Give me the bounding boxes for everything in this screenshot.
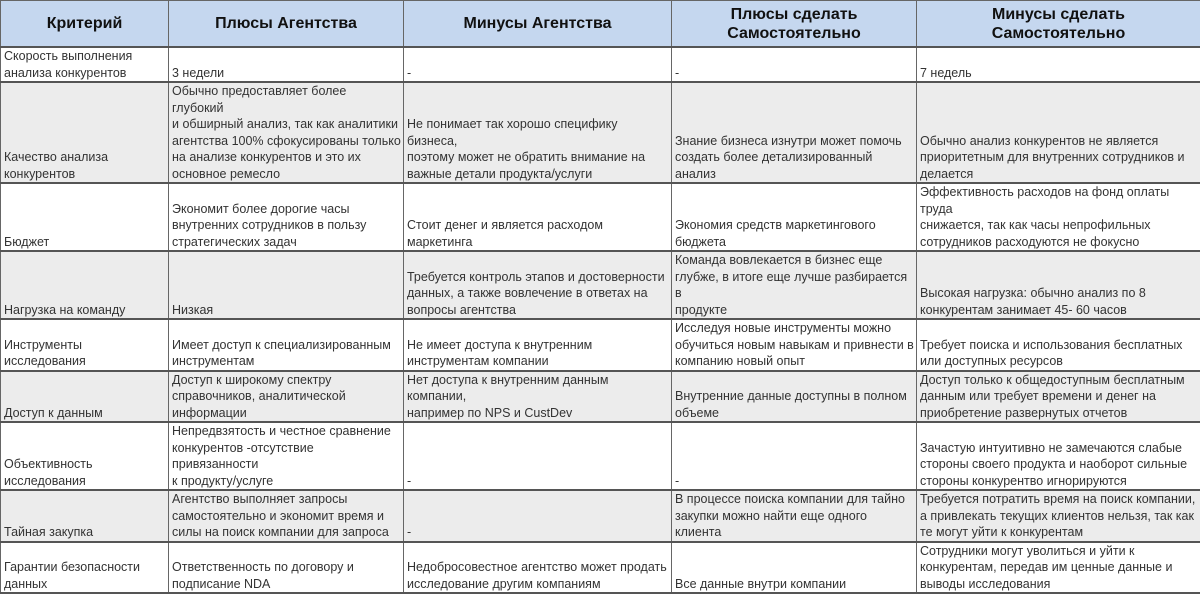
cell-agency-pros: Обычно предоставляет более глубокий и обширный анализ, так как аналитики агентства 100% сфокусированы только на анализе конкурентов и это их основное ремесло bbox=[169, 82, 404, 183]
cell-criterion: Качество анализа конкурентов bbox=[1, 82, 169, 183]
table-row bbox=[1, 82, 1200, 183]
cell-self-pros: - bbox=[672, 422, 917, 490]
cell-criterion: Инструменты исследования bbox=[1, 319, 169, 371]
cell-self-pros: - bbox=[672, 47, 917, 82]
cell-self-pros: Знание бизнеса изнутри может помочь создать более детализированный анализ bbox=[672, 82, 917, 183]
cell-agency-cons: - bbox=[404, 47, 672, 82]
cell-agency-cons: Стоит денег и является расходом маркетинга bbox=[404, 183, 672, 251]
cell-self-cons: Обычно анализ конкурентов не является приоритетным для внутренних сотрудников и делается bbox=[917, 82, 1200, 183]
cell-self-pros: В процессе поиска компании для тайно закупки можно найти еще одного клиента bbox=[672, 490, 917, 542]
header-row bbox=[1, 1, 1200, 48]
cell-criterion: Доступ к данным bbox=[1, 371, 169, 423]
table-row bbox=[1, 183, 1200, 251]
cell-criterion: Нагрузка на команду bbox=[1, 251, 169, 319]
cell-self-cons: Высокая нагрузка: обычно анализ по 8 конкурентам занимает 45- 60 часов bbox=[917, 251, 1200, 319]
cell-agency-cons: Требуется контроль этапов и достоверности данных, а также вовлечение в ответах на вопросы агентства bbox=[404, 251, 672, 319]
header-agency-cons: Минусы Агентства bbox=[404, 1, 672, 48]
table-row bbox=[1, 47, 1200, 82]
table-row bbox=[1, 542, 1200, 594]
table-row bbox=[1, 422, 1200, 490]
cell-agency-pros: Доступ к широкому спектру справочников, аналитической информации bbox=[169, 371, 404, 423]
cell-self-cons: 7 недель bbox=[917, 47, 1200, 82]
table-row bbox=[1, 371, 1200, 423]
cell-agency-pros: Непредвзятость и честное сравнение конкурентов -отсутствие привязанности к продукту/услуге bbox=[169, 422, 404, 490]
cell-criterion: Тайная закупка bbox=[1, 490, 169, 542]
cell-agency-cons: Не понимает так хорошо специфику бизнеса, поэтому может не обратить внимание на важные детали продукта/услуги bbox=[404, 82, 672, 183]
cell-self-cons: Доступ только к общедоступным бесплатным данным или требует времени и денег на приобретение развернутых отчетов bbox=[917, 371, 1200, 423]
cell-agency-cons: - bbox=[404, 490, 672, 542]
cell-self-cons: Требует поиска и использования бесплатных или доступных ресурсов bbox=[917, 319, 1200, 371]
cell-agency-cons: - bbox=[404, 422, 672, 490]
cell-criterion: Гарантии безопасности данных bbox=[1, 542, 169, 594]
header-self-cons: Минусы сделать Самостоятельно bbox=[917, 1, 1200, 48]
cell-self-cons: Сотрудники могут уволиться и уйти к конкурентам, передав им ценные данные и выводы исследования bbox=[917, 542, 1200, 594]
cell-self-pros: Команда вовлекается в бизнес еще глубже, в итоге еще лучше разбирается в продукте bbox=[672, 251, 917, 319]
cell-agency-pros: Имеет доступ к специализированным инструментам bbox=[169, 319, 404, 371]
header-criterion: Критерий bbox=[1, 1, 169, 48]
cell-self-pros: Все данные внутри компании bbox=[672, 542, 917, 594]
cell-agency-pros: Ответственность по договору и подписание NDA bbox=[169, 542, 404, 594]
cell-self-cons: Зачастую интуитивно не замечаются слабые стороны своего продукта и наоборот сильные стороны конкурентво игнорируются bbox=[917, 422, 1200, 490]
cell-self-pros: Внутренние данные доступны в полном объеме bbox=[672, 371, 917, 423]
header-agency-pros: Плюсы Агентства bbox=[169, 1, 404, 48]
cell-agency-cons: Недобросовестное агентство может продать исследование другим компаниям bbox=[404, 542, 672, 594]
cell-agency-pros: Экономит более дорогие часы внутренних сотрудников в пользу стратегических задач bbox=[169, 183, 404, 251]
cell-criterion: Скорость выполнения анализа конкурентов bbox=[1, 47, 169, 82]
cell-self-pros: Экономия средств маркетингового бюджета bbox=[672, 183, 917, 251]
cell-agency-pros: Агентство выполняет запросы самостоятельно и экономит время и силы на поиск компании для запроса bbox=[169, 490, 404, 542]
cell-self-cons: Эффективность расходов на фонд оплаты труда снижается, так как часы непрофильных сотрудников расходуются не фокусно bbox=[917, 183, 1200, 251]
cell-self-cons: Требуется потратить время на поиск компании, а привлекать текущих клиентов нельзя, так как те могут уйти к конкурентам bbox=[917, 490, 1200, 542]
table-row bbox=[1, 251, 1200, 319]
cell-agency-cons: Нет доступа к внутренним данным компании, например по NPS и CustDev bbox=[404, 371, 672, 423]
cell-agency-cons: Не имеет доступа к внутренним инструментам компании bbox=[404, 319, 672, 371]
cell-agency-pros: Низкая bbox=[169, 251, 404, 319]
table-row bbox=[1, 319, 1200, 371]
cell-criterion: Объективность исследования bbox=[1, 422, 169, 490]
header-self-pros: Плюсы сделать Самостоятельно bbox=[672, 1, 917, 48]
cell-self-pros: Исследуя новые инструменты можно обучиться новым навыкам и привнести в компанию новый опыт bbox=[672, 319, 917, 371]
table-row bbox=[1, 490, 1200, 542]
cell-agency-pros: 3 недели bbox=[169, 47, 404, 82]
cell-criterion: Бюджет bbox=[1, 183, 169, 251]
